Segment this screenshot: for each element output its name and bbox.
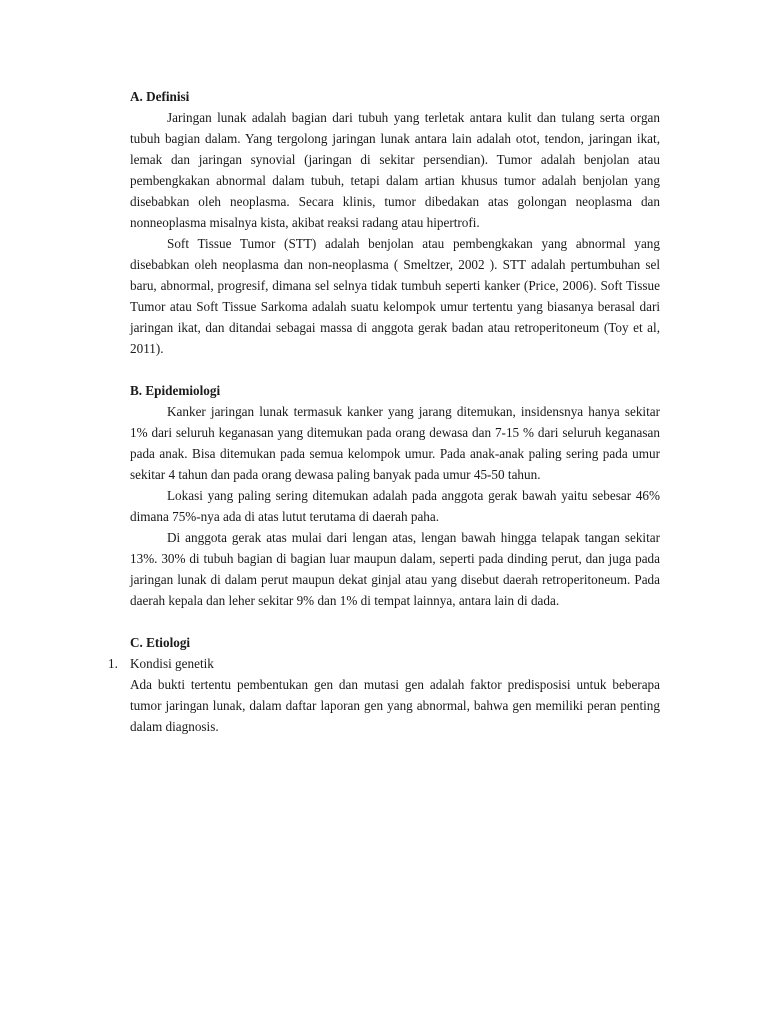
paragraph: Kanker jaringan lunak termasuk kanker yang jarang ditemukan, insidensnya hanya sekitar 1% dari seluruh keganasan yang ditemukan pada orang dewasa dan 7-15 % dari seluruh keganasan pada anak. Bisa ditemukan pada semua kelompok umur. Pada anak-anak paling sering pada umur sekitar 4 tahun dan pada orang dewasa paling banyak pada umur 45-50 tahun.	[130, 404, 660, 482]
section-epidemiologi	[130, 380, 660, 611]
list-number: 1.	[108, 656, 118, 671]
section-heading: B. Epidemiologi	[130, 383, 221, 398]
section-heading: C. Etiologi	[130, 635, 191, 650]
document-content	[108, 86, 660, 758]
paragraph: Di anggota gerak atas mulai dari lengan atas, lengan bawah hingga telapak tangan sekitar 13%. 30% di tubuh bagian di bagian luar maupun dalam, seperti pada dinding perut, dan juga pada jaringan lunak di dalam perut maupun dekat ginjal atau yang disebut daerah retroperitoneum. Pada daerah kepala dan leher sekitar 9% dan 1% di tempat lainnya, antara lain di dada.	[130, 530, 660, 608]
paragraph: Ada bukti tertentu pembentukan gen dan mutasi gen adalah faktor predisposisi untuk beberapa tumor jaringan lunak, dalam daftar laporan gen yang abnormal, bahwa gen memiliki peran penting dalam diagnosis.	[130, 677, 660, 734]
list-item	[108, 653, 660, 737]
paragraph: Jaringan lunak adalah bagian dari tubuh yang terletak antara kulit dan tulang serta organ tubuh bagian dalam. Yang tergolong jaringan lunak antara lain adalah otot, tendon, jaringan ikat, lemak dan jaringan synovial (jaringan di sekitar persendian). Tumor adalah benjolan atau pembengkakan abnormal dalam tubuh, tetapi dalam artian khusus tumor adalah benjolan yang disebabkan oleh neoplasma. Secara klinis, tumor dibedakan atas golongan neoplasma dan nonneoplasma misalnya kista, akibat reaksi radang atau hipertrofi.	[130, 110, 660, 230]
list-item-title: Kondisi genetik	[130, 656, 214, 671]
paragraph: Lokasi yang paling sering ditemukan adalah pada anggota gerak bawah yaitu sebesar 46% dimana 75%-nya ada di atas lutut terutama di daerah paha.	[130, 488, 660, 524]
section-definisi	[130, 86, 660, 359]
section-etiologi	[108, 632, 660, 737]
paragraph: Soft Tissue Tumor (STT) adalah benjolan atau pembengkakan yang abnormal yang disebabkan oleh neoplasma dan non-neoplasma ( Smeltzer, 2002 ). STT adalah pertumbuhan sel baru, abnormal, progresif, dimana sel selnya tidak tumbuh seperti kanker (Price, 2006). Soft Tissue Tumor atau Soft Tissue Sarkoma adalah suatu kelompok umur tertentu yang biasanya berasal dari jaringan ikat, dan ditandai sebagai massa di anggota gerak badan atau retroperitoneum (Toy et al, 2011).	[130, 236, 660, 356]
section-heading: A. Definisi	[130, 89, 190, 104]
